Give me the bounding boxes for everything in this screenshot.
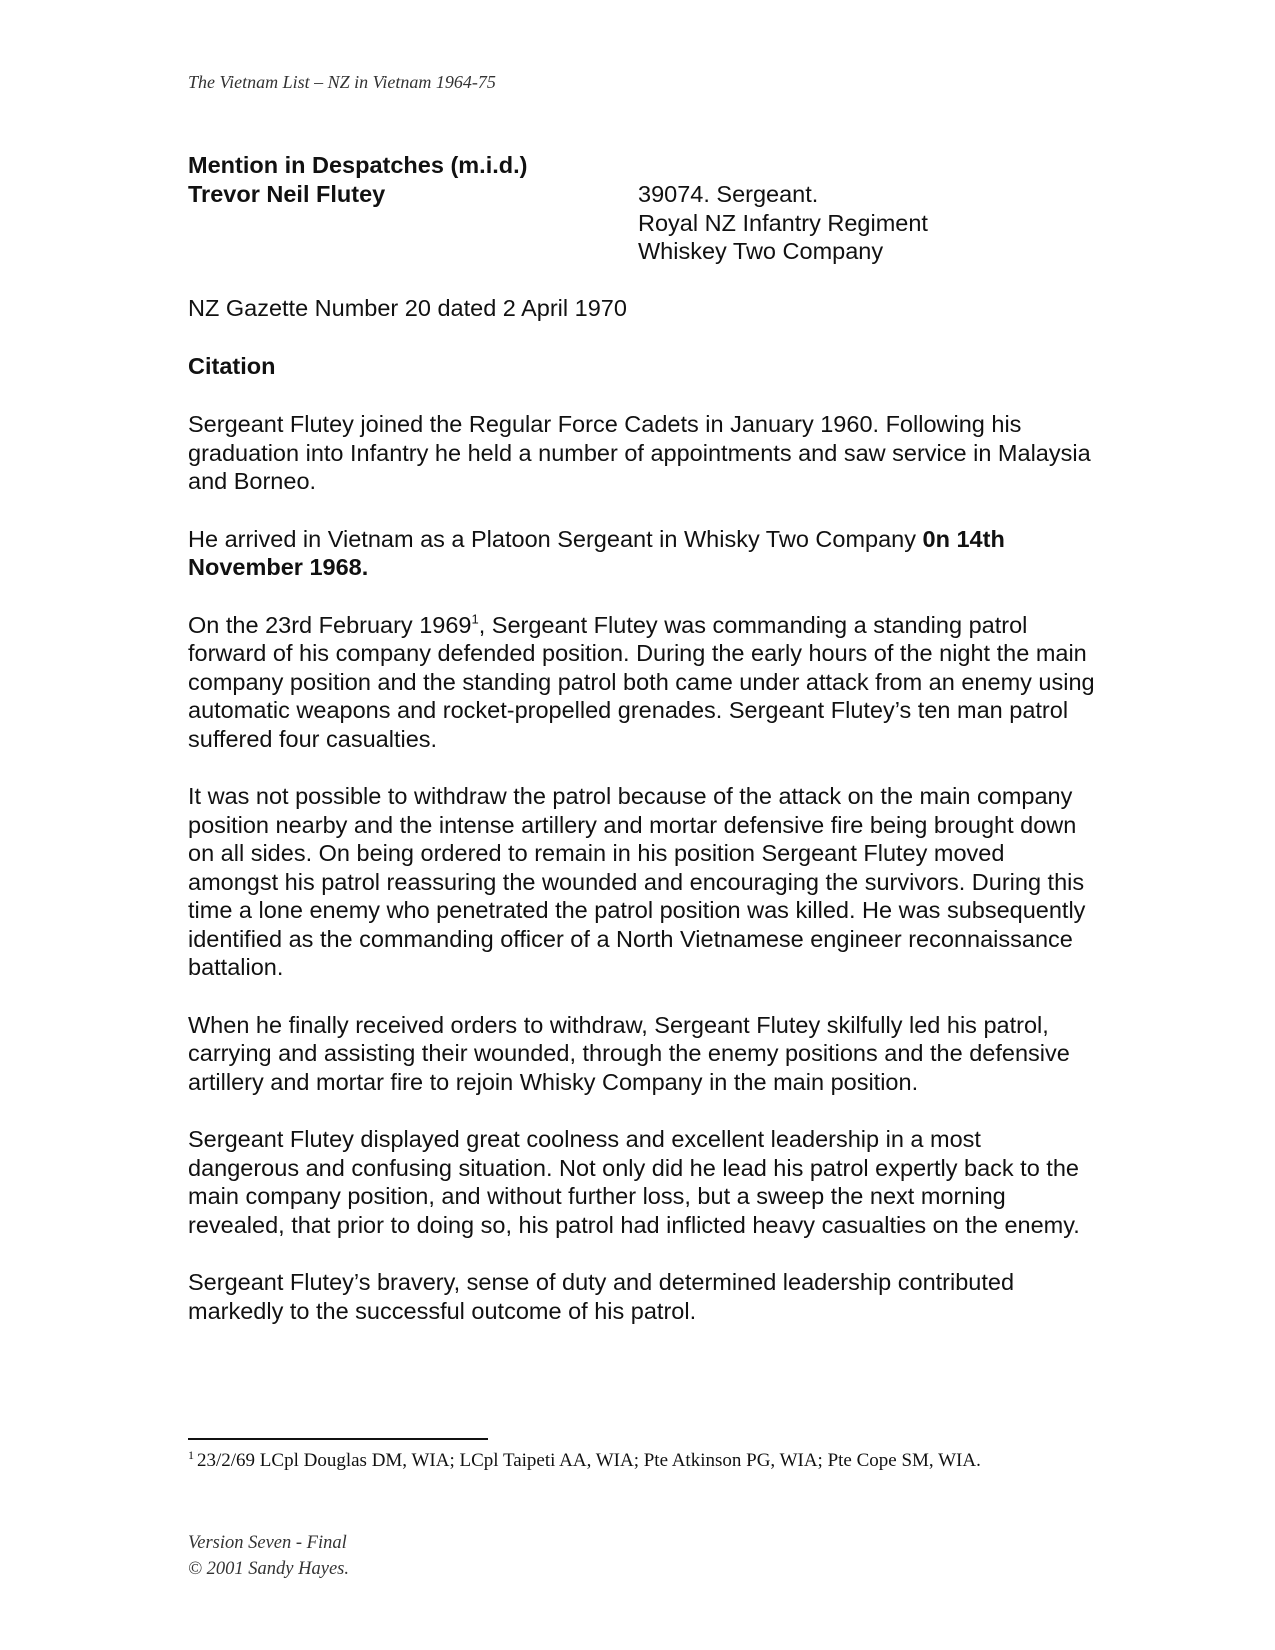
citation-paragraph: When he finally received orders to withdraw, Sergeant Flutey skilfully led his patrol, carrying and assisting their wounded, through the enemy positions and the defensive artillery and mortar fire to rejoin Whisky Company in the main position. [188,1011,1070,1095]
award-title: Mention in Despatches (m.i.d.) [188,152,528,178]
footnote-reference: 1 [471,610,479,626]
citation-heading: Citation [188,353,276,379]
citation-paragraph: Sergeant Flutey displayed great coolness and excellent leadership in a most dangerous and confusing situation. Not only did he lead his patrol expertly back to the main company position, and without further loss, but a sweep the next morning revealed, that prior to doing so, his patrol had inflicted heavy casualties on the enemy. [188,1126,1080,1238]
citation-body [188,410,1098,1354]
citation-paragraph [188,611,1098,754]
footnote-divider [188,1438,488,1440]
footnote-text: 23/2/69 LCpl Douglas DM, WIA; LCpl Taipeti AA, WIA; Pte Atkinson PG, WIA; Pte Cope SM, WIA. [197,1450,981,1471]
regiment: Royal NZ Infantry Regiment [638,209,928,236]
citation-text: He arrived in Vietnam as a Platoon Sergeant in Whisky Two Company [188,525,923,552]
gazette-reference: NZ Gazette Number 20 dated 2 April 1970 [188,295,627,321]
citation-paragraph: Sergeant Flutey joined the Regular Force Cadets in January 1960. Following his graduation into Infantry he held a number of appointments and saw service in Malaysia and Borneo. [188,411,1091,494]
citation-paragraph [188,525,1098,582]
version-label: Version Seven - Final [188,1533,347,1553]
service-number-rank: 39074. Sergeant. [638,181,819,207]
company: Whiskey Two Company [638,238,884,264]
service-details [638,180,928,266]
recipient-name: Trevor Neil Flutey [188,181,386,207]
copyright-notice: © 2001 Sandy Hayes. [188,1559,349,1579]
footnote-number: 1 [188,1447,194,1462]
citation-paragraph: It was not possible to withdraw the patrol because of the attack on the main company position nearby and the intense artillery and mortar defensive fire being brought down on all sides. On being ordered to remain in his position Sergeant Flutey moved amongst his patrol reassuring the wounded and encouraging the survivors. During this time a lone enemy who penetrated the patrol position was killed. He was subsequently identified as the commanding officer of a North Vietnamese engineer reconnaissance battalion. [188,783,1086,980]
citation-text: On the 23rd February 1969 [188,611,472,638]
citation-paragraph: Sergeant Flutey’s bravery, sense of duty and determined leadership contributed markedly to the successful outcome of his patrol. [188,1269,1015,1324]
running-header: The Vietnam List – NZ in Vietnam 1964-75 [188,72,496,92]
footnote [188,1447,981,1472]
citation-text: , Sergeant Flutey was commanding a standing patrol forward of his company defended position. During the early hours of the night the main company position and the standing patrol both came under attack from an enemy using automatic weapons and rocket-propelled grenades. Sergeant Flutey’s ten man patrol suffered four casualties. [188,611,1095,752]
citation-arrival-date: 0n 14th November 1968. [188,525,1005,580]
page-footer [188,1530,349,1582]
